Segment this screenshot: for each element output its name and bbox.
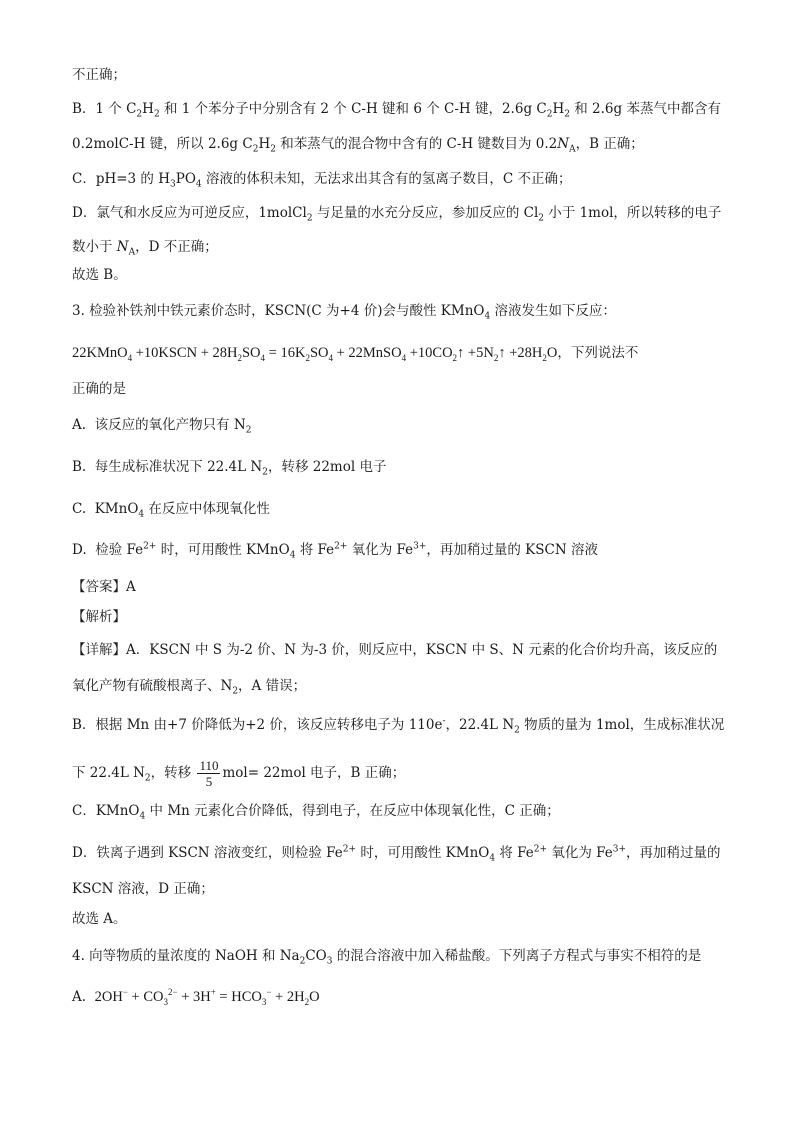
text-line-2: B．1 个 $C_2H_2$ 和 1 个苯分子中分别含有 2 个 C-H 键和 6 个 C-H 键，2.6g $C_2H_2$ 和 2.6g 苯蒸气中都含有 [72,101,721,120]
text-line-22: D．铁离子遇到 KSCN 溶液变红，则检验 $Fe^{2+}$ 时，可用酸性 KMnO$_4$ 将 $Fe^{2+}$ 氧化为 $Fe^{3+}$，再加稍过量的 [72,844,721,864]
text-line-8: 3. 检验补铁剂中铁元素价态时，KSCN(C 为+4 价)会与酸性 KMnO$_4$ 溶液发生如下反应： [72,303,616,322]
text-line-19: B．根据 Mn 由+7 价降低为+2 价，该反应转移电子为 110e-，22.4L $N_2$ 物质的量为 1mol，生成标准状况 [72,716,725,736]
text-line-5: D．氯气和水反应为可逆反应，1molCl$_2$ 与足量的水充分反应，参加反应的 $Cl_2$ 小于 1mol，所以转移的电子 [72,205,722,224]
text-line-1: 不正确； [72,67,126,83]
text-line-24: 故选 A。 [72,911,127,927]
text-line-13: C. KMnO$_4$ 在反应中体现氧化性 [72,501,270,520]
text-line-4: C．pH=3 的 $H_3PO_4$ 溶液的体积未知，无法求出其含有的氢离子数目，C 不正确； [72,171,572,190]
text-line-21: C．KMnO$_4$ 中 Mn 元素化合价降低，得到电子，在反应中体现氧化性，C 正确； [72,803,560,822]
text-line-11: A. 该反应的氧化产物只有 $N_2$ [72,417,252,436]
text-line-15: 【答案】A [72,579,136,595]
text-line-14: D. 检验 $Fe^{2+}$ 时，可用酸性 KMnO$_4$ 将 $Fe^{2+}$ 氧化为 $Fe^{3+}$，再加稍过量的 KSCN 溶液 [72,541,598,561]
text-line-20: 下 22.4L $N_2$，转移 $\frac{110}{5}$ mol= 22mol 电子，B 正确； [72,758,406,789]
text-line-16: 【解析】 [72,609,126,625]
text-line-9: 22KMnO$_4$ +10KSCN + $28H_2SO_4 = 16K_2SO_4$ + 22MnSO$_4$ $+10CO_2↑$ $+5N_2↑ +28H_2O$，下列说法不 [72,345,639,363]
text-line-23: KSCN 溶液，D 正确； [72,881,214,897]
text-line-17: 【详解】A．KSCN 中 S 为-2 价、N 为-3 价，则反应中，KSCN 中 S、N 元素的化合价均升高，该反应的 [72,642,718,658]
text-line-25: 4. 向等物质的量浓度的 NaOH 和 $Na_2CO_3$ 的混合溶液中加入稀盐酸。下列离子方程式与事实不相符的是 [72,948,702,967]
text-line-18: 氧化产物有硫酸根离子、$N_2$，A 错误； [72,678,307,697]
text-line-6: 数小于 $N_A$，D 不正确； [72,239,218,258]
text-line-7: 故选 B。 [72,267,127,283]
text-line-10: 正确的是 [72,381,126,397]
text-line-26: A. $2OH^- + CO_3^{2-} + 3H^+ = HCO_3^- + 2H_2O$ [72,987,320,1007]
text-line-3: 0.2molC-H 键，所以 2.6g $C_2H_2$ 和苯蒸气的混合物中含有的 C-H 键数目为 $0.2N_A$，B 正确； [72,136,644,155]
text-line-12: B. 每生成标准状况下 22.4L $N_2$，转移 22mol 电子 [72,459,387,478]
